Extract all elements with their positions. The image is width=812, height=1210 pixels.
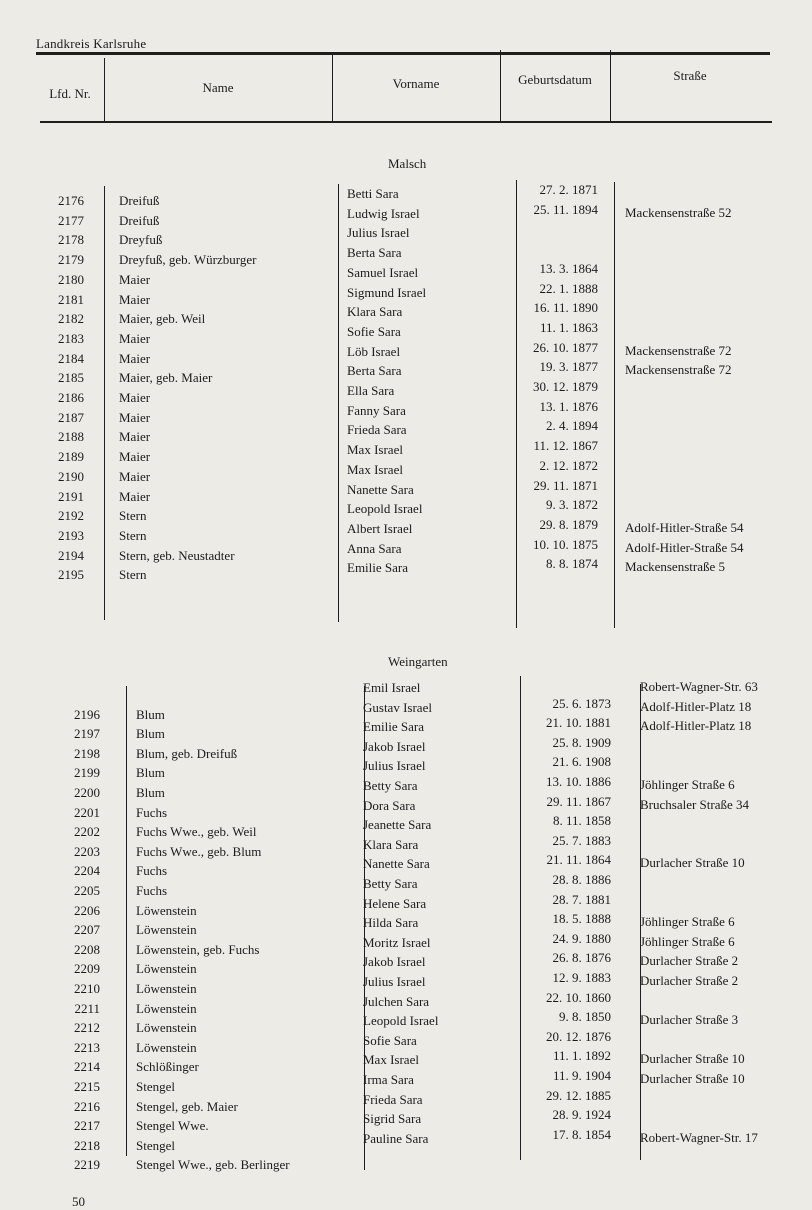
row-vorname: Sofie Sara	[347, 323, 401, 339]
row-name: Stengel, geb. Maier	[136, 1098, 238, 1114]
row-vorname: Fanny Sara	[347, 402, 406, 418]
row-geburtsdatum: 21. 10. 1881	[546, 715, 611, 731]
row-geburtsdatum: 11. 12. 1867	[533, 438, 598, 454]
row-vorname: Samuel Israel	[347, 264, 419, 280]
row-name: Maier	[119, 390, 151, 405]
row-strasse: Adolf-Hitler-Straße 54	[625, 519, 744, 535]
row-strasse: Mackensenstraße 5	[625, 559, 725, 575]
row-name: Stern	[119, 508, 147, 524]
row-geburtsdatum: 19. 3. 1877	[539, 359, 598, 375]
row-geburtsdatum: 29. 8. 1879	[539, 516, 598, 532]
row-name: Löwenstein	[136, 981, 197, 996]
row-vorname: Löb Israel	[347, 343, 401, 359]
row-name: Blum	[136, 706, 165, 722]
row-strasse: Mackensenstraße 72	[625, 342, 732, 358]
row-name: Blum	[136, 785, 165, 800]
row-vorname: Klara Sara	[347, 304, 403, 320]
row-number: 2194	[58, 547, 84, 563]
row-vorname: Klara Sara	[363, 836, 419, 852]
column-line-malsch-1	[104, 186, 105, 620]
row-number: 2177	[58, 212, 84, 228]
row-number: 2204	[74, 863, 100, 879]
row-name: Löwenstein	[136, 922, 197, 938]
row-name: Stern	[119, 567, 147, 583]
row-strasse: Durlacher Straße 10	[640, 1051, 745, 1067]
row-geburtsdatum: 11. 1. 1863	[539, 319, 598, 335]
row-vorname: Moritz Israel	[363, 934, 431, 950]
row-geburtsdatum: 21. 11. 1864	[546, 852, 611, 868]
row-vorname: Berta Sara	[347, 363, 402, 379]
row-geburtsdatum: 25. 6. 1873	[552, 695, 611, 711]
row-vorname: Max Israel	[347, 442, 403, 458]
row-name: Maier, geb. Weil	[119, 311, 206, 327]
row-geburtsdatum: 17. 8. 1854	[552, 1126, 611, 1142]
row-number: 2203	[74, 843, 100, 859]
row-geburtsdatum: 24. 9. 1880	[552, 930, 611, 946]
row-number: 2199	[74, 765, 100, 781]
row-vorname: Pauline Sara	[363, 1130, 429, 1146]
row-geburtsdatum: 8. 11. 1858	[552, 813, 611, 829]
row-geburtsdatum: 8. 8. 1874	[546, 556, 598, 572]
row-name: Fuchs	[136, 883, 168, 898]
row-vorname: Hilda Sara	[363, 915, 419, 931]
row-strasse: Durlacher Straße 2	[640, 973, 739, 988]
row-name: Maier	[119, 350, 151, 366]
row-number: 2193	[58, 527, 84, 543]
row-geburtsdatum: 29. 12. 1885	[546, 1087, 611, 1103]
row-strasse: Bruchsaler Straße 34	[640, 796, 750, 812]
row-vorname: Nanette Sara	[347, 481, 414, 497]
row-vorname: Ludwig Israel	[347, 205, 420, 221]
row-strasse: Durlacher Straße 10	[640, 855, 745, 871]
row-number: 2191	[58, 488, 84, 504]
row-geburtsdatum: 12. 9. 1883	[552, 970, 611, 985]
row-geburtsdatum: 30. 12. 1879	[533, 379, 598, 394]
row-number: 2188	[58, 429, 84, 445]
header-divider-4	[610, 50, 611, 122]
row-name: Dreifuß	[119, 193, 160, 208]
row-vorname: Betty Sara	[363, 876, 418, 891]
row-number: 2181	[58, 291, 84, 307]
row-number: 2219	[74, 1157, 100, 1173]
row-strasse: Adolf-Hitler-Platz 18	[640, 718, 752, 734]
row-vorname: Ella Sara	[347, 383, 395, 398]
row-vorname: Irma Sara	[363, 1072, 414, 1087]
row-name: Maier	[119, 468, 151, 484]
row-vorname: Frieda Sara	[363, 1091, 423, 1107]
row-vorname: Leopold Israel	[363, 1013, 439, 1029]
row-geburtsdatum: 25. 7. 1883	[552, 832, 611, 848]
header-bottom-rule	[40, 121, 772, 123]
row-number: 2210	[74, 981, 100, 996]
row-number: 2209	[74, 961, 100, 977]
row-number: 2200	[74, 785, 100, 800]
row-number: 2202	[74, 824, 100, 840]
row-number: 2179	[58, 252, 84, 268]
row-number: 2217	[74, 1118, 100, 1134]
row-number: 2213	[74, 1039, 100, 1055]
row-name: Dreyfuß, geb. Würzburger	[119, 252, 257, 268]
row-geburtsdatum: 13. 3. 1864	[539, 260, 598, 276]
row-vorname: Max Israel	[363, 1052, 419, 1068]
row-name: Maier	[119, 330, 151, 346]
row-strasse: Jöhlinger Straße 6	[640, 914, 735, 930]
row-vorname: Julius Israel	[363, 974, 426, 989]
row-vorname: Jakob Israel	[363, 738, 426, 754]
row-geburtsdatum: 28. 7. 1881	[552, 891, 611, 907]
row-name: Schlößinger	[136, 1059, 199, 1075]
row-name: Maier	[119, 449, 151, 465]
row-strasse: Adolf-Hitler-Platz 18	[640, 698, 752, 714]
row-geburtsdatum: 26. 10. 1877	[533, 339, 598, 355]
row-vorname: Gustav Israel	[363, 699, 432, 715]
row-geburtsdatum: 11. 9. 1904	[552, 1068, 611, 1083]
row-number: 2207	[74, 922, 100, 938]
row-number: 2192	[58, 508, 84, 524]
row-number: 2205	[74, 883, 100, 898]
row-geburtsdatum: 25. 11. 1894	[533, 201, 598, 217]
row-geburtsdatum: 29. 11. 1871	[533, 477, 598, 493]
row-vorname: Dora Sara	[363, 797, 416, 813]
row-name: Maier	[119, 488, 151, 504]
row-strasse: Mackensenstraße 72	[625, 362, 732, 378]
header-lfd-nr: Lfd. Nr.	[49, 86, 91, 101]
row-vorname: Jeanette Sara	[363, 817, 432, 833]
row-geburtsdatum: 26. 8. 1876	[552, 950, 611, 966]
row-geburtsdatum: 22. 10. 1860	[546, 989, 611, 1005]
row-vorname: Sigrid Sara	[363, 1111, 422, 1127]
row-name: Löwenstein	[136, 1039, 197, 1055]
row-strasse: Robert-Wagner-Str. 63	[640, 679, 758, 694]
row-vorname: Sigmund Israel	[347, 284, 427, 300]
row-strasse: Jöhlinger Straße 6	[640, 777, 735, 792]
row-geburtsdatum: 28. 9. 1924	[552, 1107, 611, 1123]
row-name: Blum, geb. Dreifuß	[136, 745, 238, 761]
row-number: 2183	[58, 330, 84, 346]
row-geburtsdatum: 28. 8. 1886	[552, 872, 611, 887]
row-geburtsdatum: 13. 1. 1876	[539, 398, 598, 414]
row-vorname: Betty Sara	[363, 778, 418, 793]
row-number: 2211	[74, 1000, 100, 1016]
row-number: 2187	[58, 409, 84, 425]
row-geburtsdatum: 22. 1. 1888	[539, 280, 598, 296]
column-line-weingarten-1	[126, 686, 127, 1156]
column-line-malsch-4	[614, 182, 615, 628]
row-number: 2184	[58, 350, 84, 366]
row-number: 2208	[74, 941, 100, 957]
row-vorname: Nanette Sara	[363, 856, 430, 872]
row-number: 2196	[74, 706, 100, 722]
row-number: 2176	[58, 193, 84, 208]
row-strasse: Mackensenstraße 52	[625, 204, 732, 220]
row-geburtsdatum: 13. 10. 1886	[546, 774, 611, 789]
row-name: Stern	[119, 527, 147, 543]
header-vorname: Vorname	[392, 76, 440, 91]
row-vorname: Frieda Sara	[347, 422, 407, 438]
row-name: Fuchs	[136, 804, 168, 820]
row-vorname: Julius Israel	[363, 758, 426, 774]
row-geburtsdatum: 18. 5. 1888	[552, 911, 611, 927]
row-name: Stern, geb. Neustadter	[119, 547, 235, 563]
row-name: Dreyfuß	[119, 232, 163, 248]
row-geburtsdatum: 16. 11. 1890	[533, 300, 598, 316]
row-name: Fuchs Wwe., geb. Blum	[136, 843, 262, 859]
row-strasse: Durlacher Straße 2	[640, 953, 739, 969]
row-strasse: Adolf-Hitler-Straße 54	[625, 539, 744, 555]
row-vorname: Emilie Sara	[363, 719, 425, 735]
section-title-malsch: Malsch	[388, 156, 427, 171]
row-geburtsdatum: 20. 12. 1876	[546, 1028, 611, 1044]
row-geburtsdatum: 2. 4. 1894	[546, 418, 598, 434]
row-number: 2197	[74, 726, 100, 742]
row-number: 2218	[74, 1137, 100, 1153]
row-name: Maier	[119, 271, 151, 287]
row-strasse: Durlacher Straße 3	[640, 1012, 739, 1028]
row-name: Dreifuß	[119, 212, 160, 228]
row-vorname: Albert Israel	[347, 520, 413, 536]
row-name: Löwenstein	[136, 1000, 197, 1016]
row-vorname: Julius Israel	[347, 225, 410, 241]
row-name: Stengel Wwe.	[136, 1118, 209, 1134]
row-vorname: Berta Sara	[347, 245, 402, 261]
row-name: Löwenstein, geb. Fuchs	[136, 941, 260, 957]
row-vorname: Jakob Israel	[363, 954, 426, 970]
row-vorname: Emilie Sara	[347, 560, 409, 576]
row-name: Maier, geb. Maier	[119, 370, 213, 386]
row-name: Blum	[136, 765, 165, 781]
row-vorname: Leopold Israel	[347, 501, 423, 517]
row-name: Blum	[136, 726, 165, 742]
row-vorname: Betti Sara	[347, 186, 399, 201]
row-name: Maier	[119, 409, 151, 425]
row-vorname: Julchen Sara	[363, 993, 430, 1009]
row-vorname: Helene Sara	[363, 895, 427, 911]
row-number: 2180	[58, 271, 84, 287]
header-strasse: Straße	[673, 68, 707, 83]
row-number: 2186	[58, 390, 84, 405]
row-name: Fuchs	[136, 863, 168, 879]
page-number: 50	[72, 1194, 85, 1209]
row-number: 2214	[74, 1059, 100, 1075]
row-number: 2216	[74, 1098, 100, 1114]
row-number: 2195	[58, 567, 84, 583]
row-name: Fuchs Wwe., geb. Weil	[136, 824, 257, 840]
row-name: Stengel	[136, 1137, 175, 1153]
row-name: Löwenstein	[136, 902, 197, 918]
row-name: Maier	[119, 429, 151, 445]
row-name: Stengel	[136, 1079, 175, 1094]
row-number: 2201	[74, 804, 100, 820]
header-geburtsdatum: Geburtsdatum	[518, 72, 592, 87]
header-name: Name	[202, 80, 234, 95]
row-name: Löwenstein	[136, 1020, 197, 1036]
row-vorname: Sofie Sara	[363, 1032, 417, 1048]
column-line-malsch-2	[338, 184, 339, 622]
row-name: Löwenstein	[136, 961, 197, 977]
row-number: 2189	[58, 449, 84, 465]
row-geburtsdatum: 9. 3. 1872	[546, 497, 598, 513]
row-number: 2182	[58, 311, 84, 327]
row-name: Maier	[119, 291, 151, 307]
row-number: 2206	[74, 902, 100, 918]
row-number: 2198	[74, 745, 100, 761]
row-geburtsdatum: 2. 12. 1872	[539, 457, 598, 473]
row-geburtsdatum: 11. 1. 1892	[552, 1048, 611, 1064]
row-number: 2212	[74, 1020, 100, 1036]
row-geburtsdatum: 29. 11. 1867	[546, 793, 611, 809]
row-geburtsdatum: 10. 10. 1875	[533, 536, 598, 552]
row-vorname: Anna Sara	[347, 540, 402, 556]
page-title: Landkreis Karlsruhe	[36, 36, 147, 51]
row-vorname: Max Israel	[347, 461, 403, 477]
top-rule	[36, 52, 770, 55]
row-number: 2178	[58, 232, 84, 248]
row-geburtsdatum: 9. 8. 1850	[559, 1009, 611, 1025]
row-number: 2215	[74, 1079, 100, 1094]
row-number: 2190	[58, 468, 84, 484]
row-geburtsdatum: 21. 6. 1908	[552, 754, 611, 770]
row-number: 2185	[58, 370, 84, 386]
row-strasse: Robert-Wagner-Str. 17	[640, 1129, 758, 1145]
row-strasse: Jöhlinger Straße 6	[640, 933, 735, 949]
row-strasse: Durlacher Straße 10	[640, 1071, 745, 1086]
section-title-weingarten: Weingarten	[388, 654, 448, 669]
row-geburtsdatum: 27. 2. 1871	[539, 182, 598, 197]
row-name: Stengel Wwe., geb. Berlinger	[136, 1157, 290, 1173]
row-geburtsdatum: 25. 8. 1909	[552, 734, 611, 750]
row-vorname: Emil Israel	[363, 680, 421, 695]
